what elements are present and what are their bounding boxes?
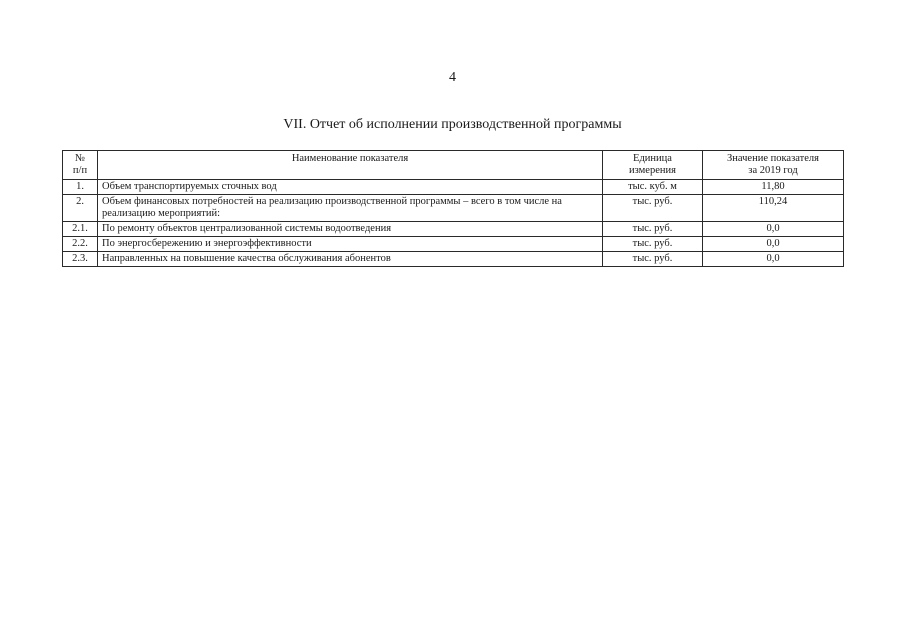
header-value-line1: Значение показателя bbox=[727, 153, 819, 164]
row-value: 0,0 bbox=[703, 222, 844, 237]
row-num: 2.2. bbox=[63, 237, 98, 252]
table-header bbox=[63, 151, 844, 180]
row-num: 2.3. bbox=[63, 252, 98, 267]
header-row bbox=[63, 151, 844, 180]
row-value: 0,0 bbox=[703, 237, 844, 252]
row-unit: тыс. руб. bbox=[603, 222, 703, 237]
page-number: 4 bbox=[449, 70, 456, 85]
row-value: 11,80 bbox=[703, 180, 844, 195]
production-program-report-table bbox=[62, 150, 844, 267]
header-num-line1: № bbox=[74, 153, 86, 164]
section-title: VII. Отчет об исполнении производственной программы bbox=[283, 117, 622, 132]
row-name: По ремонту объектов централизованной системы водоотведения bbox=[98, 222, 603, 237]
header-unit bbox=[603, 151, 703, 180]
row-unit: тыс. руб. bbox=[603, 252, 703, 267]
header-num bbox=[63, 151, 98, 180]
header-name-text: Наименование показателя bbox=[291, 153, 409, 164]
row-name: Объем транспортируемых сточных вод bbox=[98, 180, 603, 195]
row-value: 0,0 bbox=[703, 252, 844, 267]
table-row bbox=[63, 222, 844, 237]
row-unit: тыс. руб. bbox=[603, 237, 703, 252]
header-unit-line2: измерения bbox=[629, 165, 676, 176]
row-num: 1. bbox=[63, 180, 98, 195]
row-value: 110,24 bbox=[703, 195, 844, 222]
table-row bbox=[63, 252, 844, 267]
row-num: 2.1. bbox=[63, 222, 98, 237]
table-row bbox=[63, 195, 844, 222]
row-name: Объем финансовых потребностей на реализацию производственной программы – всего в том числе на реализацию мероприятий: bbox=[98, 195, 603, 222]
row-unit: тыс. руб. bbox=[603, 195, 703, 222]
header-value bbox=[703, 151, 844, 180]
header-value-line2: за 2019 год bbox=[748, 165, 798, 176]
row-num: 2. bbox=[63, 195, 98, 222]
table-row bbox=[63, 237, 844, 252]
table-body bbox=[63, 180, 844, 267]
header-num-line2: п/п bbox=[72, 165, 88, 176]
table-row bbox=[63, 180, 844, 195]
header-unit-line1: Единица bbox=[633, 153, 672, 164]
header-name bbox=[98, 151, 603, 180]
row-name: Направленных на повышение качества обслуживания абонентов bbox=[98, 252, 603, 267]
row-name: По энергосбережению и энергоэффективности bbox=[98, 237, 603, 252]
row-unit: тыс. куб. м bbox=[603, 180, 703, 195]
